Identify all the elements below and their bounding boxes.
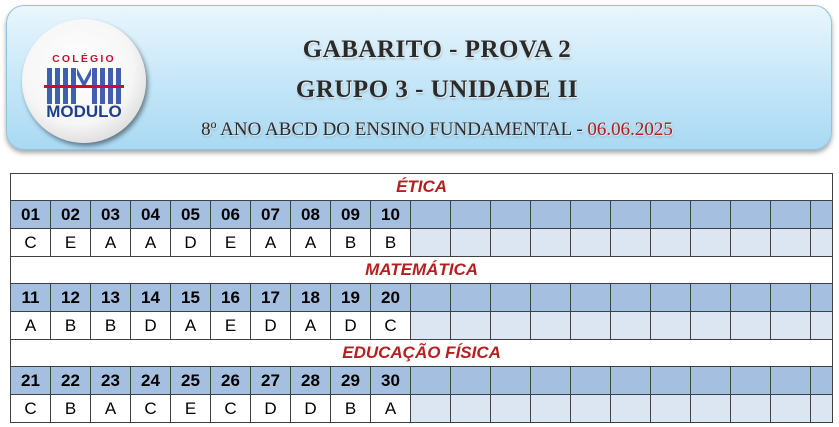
empty-cell — [491, 229, 531, 257]
empty-cell — [451, 201, 491, 229]
question-number: 03 — [91, 201, 131, 229]
empty-cell — [811, 201, 833, 229]
empty-cell — [611, 395, 651, 423]
empty-cell — [531, 312, 571, 340]
empty-cell — [531, 201, 571, 229]
exam-date: 06.06.2025 — [587, 119, 673, 140]
answer-letter: E — [211, 312, 251, 340]
page-subtitle: GRUPO 3 - UNIDADE II — [295, 76, 579, 103]
empty-cell — [691, 395, 731, 423]
subject-row — [11, 257, 833, 284]
empty-cell — [411, 395, 451, 423]
answer-letter: A — [371, 395, 411, 423]
question-number: 05 — [171, 201, 211, 229]
question-number-row — [11, 367, 833, 395]
empty-cell — [411, 367, 451, 395]
empty-cell — [531, 284, 571, 312]
question-number: 01 — [11, 201, 51, 229]
logo-top-text: COLÉGIO — [52, 53, 116, 65]
subject-title: ÉTICA — [11, 174, 833, 201]
question-number: 09 — [331, 201, 371, 229]
empty-cell — [651, 312, 691, 340]
empty-cell — [451, 395, 491, 423]
answer-letter: A — [91, 229, 131, 257]
empty-cell — [731, 201, 771, 229]
subject-title: EDUCAÇÃO FÍSICA — [11, 340, 833, 367]
question-number: 22 — [51, 367, 91, 395]
empty-cell — [611, 284, 651, 312]
question-number: 08 — [291, 201, 331, 229]
answer-letter: D — [251, 312, 291, 340]
answer-letter: A — [291, 312, 331, 340]
answer-letter: A — [291, 229, 331, 257]
answer-letter: B — [51, 395, 91, 423]
school-logo — [22, 19, 146, 143]
answer-letter: A — [171, 312, 211, 340]
empty-cell — [651, 229, 691, 257]
question-number: 20 — [371, 284, 411, 312]
question-number: 06 — [211, 201, 251, 229]
empty-cell — [451, 229, 491, 257]
empty-cell — [731, 312, 771, 340]
question-number: 15 — [171, 284, 211, 312]
empty-cell — [771, 229, 811, 257]
class-info-text: 8º ANO ABCD DO ENSINO FUNDAMENTAL - — [201, 119, 588, 140]
question-number: 17 — [251, 284, 291, 312]
empty-cell — [731, 367, 771, 395]
empty-cell — [651, 284, 691, 312]
empty-cell — [771, 284, 811, 312]
empty-cell — [571, 312, 611, 340]
answer-row — [11, 395, 833, 423]
header-banner — [6, 5, 832, 150]
empty-cell — [571, 201, 611, 229]
logo-bottom-text: MODULO — [46, 102, 122, 121]
empty-cell — [451, 367, 491, 395]
subject-row — [11, 174, 833, 201]
question-number: 23 — [91, 367, 131, 395]
answer-letter: E — [51, 229, 91, 257]
answer-letter: A — [91, 395, 131, 423]
question-number: 18 — [291, 284, 331, 312]
empty-cell — [611, 201, 651, 229]
empty-cell — [651, 395, 691, 423]
empty-cell — [771, 312, 811, 340]
empty-cell — [411, 284, 451, 312]
empty-cell — [811, 229, 833, 257]
empty-cell — [611, 312, 651, 340]
empty-cell — [491, 367, 531, 395]
empty-cell — [611, 229, 651, 257]
answer-letter: C — [371, 312, 411, 340]
empty-cell — [611, 367, 651, 395]
answer-letter: D — [291, 395, 331, 423]
answer-letter: B — [371, 229, 411, 257]
question-number: 02 — [51, 201, 91, 229]
empty-cell — [531, 229, 571, 257]
empty-cell — [731, 284, 771, 312]
empty-cell — [411, 201, 451, 229]
question-number: 27 — [251, 367, 291, 395]
answer-letter: E — [171, 395, 211, 423]
empty-cell — [691, 229, 731, 257]
question-number: 28 — [291, 367, 331, 395]
empty-cell — [451, 284, 491, 312]
empty-cell — [811, 395, 833, 423]
empty-cell — [771, 367, 811, 395]
question-number: 07 — [251, 201, 291, 229]
empty-cell — [491, 395, 531, 423]
empty-cell — [491, 312, 531, 340]
answer-letter: B — [331, 395, 371, 423]
empty-cell — [771, 201, 811, 229]
answer-letter: A — [251, 229, 291, 257]
empty-cell — [411, 312, 451, 340]
question-number: 14 — [131, 284, 171, 312]
question-number: 11 — [11, 284, 51, 312]
question-number: 29 — [331, 367, 371, 395]
question-number: 26 — [211, 367, 251, 395]
empty-cell — [491, 284, 531, 312]
empty-cell — [691, 284, 731, 312]
empty-cell — [531, 367, 571, 395]
subject-title: MATEMÁTICA — [11, 257, 833, 284]
empty-cell — [691, 201, 731, 229]
answer-row — [11, 229, 833, 257]
empty-cell — [451, 312, 491, 340]
answer-letter: A — [131, 229, 171, 257]
empty-cell — [651, 201, 691, 229]
answer-letter: B — [51, 312, 91, 340]
answer-row — [11, 312, 833, 340]
question-number: 12 — [51, 284, 91, 312]
question-number: 13 — [91, 284, 131, 312]
question-number: 24 — [131, 367, 171, 395]
logo-emblem-icon — [22, 19, 146, 143]
answer-letter: C — [131, 395, 171, 423]
question-number: 10 — [371, 201, 411, 229]
answer-letter: C — [11, 395, 51, 423]
answer-letter: A — [11, 312, 51, 340]
question-number: 04 — [131, 201, 171, 229]
answer-letter: D — [131, 312, 171, 340]
empty-cell — [771, 395, 811, 423]
subject-row — [11, 340, 833, 367]
question-number: 21 — [11, 367, 51, 395]
empty-cell — [691, 312, 731, 340]
question-number: 19 — [331, 284, 371, 312]
answer-letter: D — [171, 229, 211, 257]
page-title: GABARITO - PROVA 2 — [302, 36, 572, 63]
answer-letter: C — [11, 229, 51, 257]
question-number-row — [11, 201, 833, 229]
empty-cell — [571, 229, 611, 257]
answer-letter: B — [331, 229, 371, 257]
answer-letter: D — [331, 312, 371, 340]
question-number-row — [11, 284, 833, 312]
empty-cell — [531, 395, 571, 423]
answer-letter: E — [211, 229, 251, 257]
empty-cell — [571, 395, 611, 423]
answer-letter: C — [211, 395, 251, 423]
answer-key-table — [10, 173, 833, 423]
question-number: 25 — [171, 367, 211, 395]
empty-cell — [571, 367, 611, 395]
empty-cell — [571, 284, 611, 312]
answer-letter: D — [251, 395, 291, 423]
class-info — [157, 119, 717, 141]
answer-letter: B — [91, 312, 131, 340]
empty-cell — [411, 229, 451, 257]
empty-cell — [651, 367, 691, 395]
empty-cell — [811, 312, 833, 340]
empty-cell — [811, 367, 833, 395]
empty-cell — [691, 367, 731, 395]
empty-cell — [491, 201, 531, 229]
question-number: 16 — [211, 284, 251, 312]
empty-cell — [811, 284, 833, 312]
empty-cell — [731, 395, 771, 423]
question-number: 30 — [371, 367, 411, 395]
empty-cell — [731, 229, 771, 257]
